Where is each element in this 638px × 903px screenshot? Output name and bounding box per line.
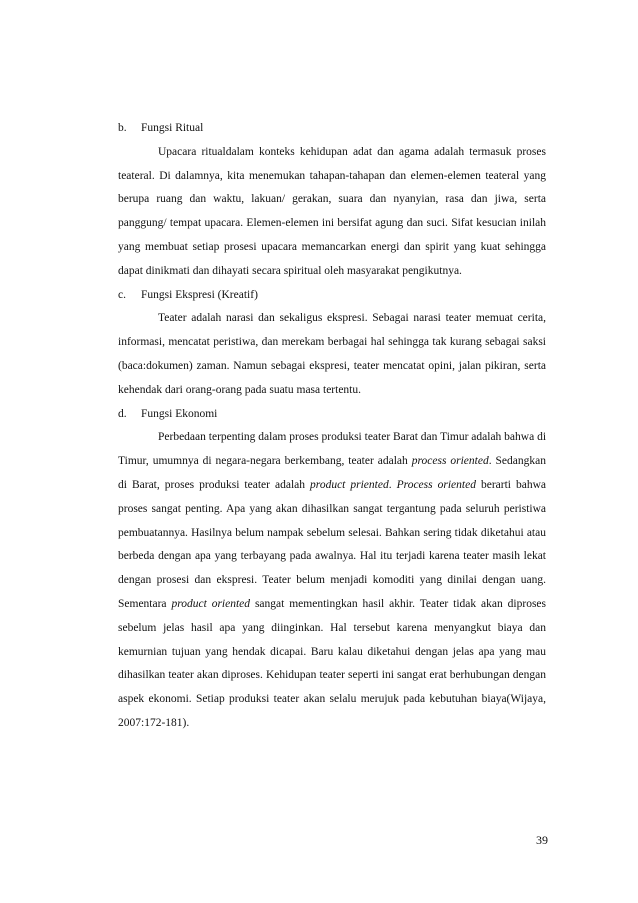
paragraph-text: .: [388, 478, 397, 491]
paragraph-text: . Sedangkan di Barat, proses produksi teater adalah: [118, 455, 546, 491]
section-letter: b.: [118, 122, 127, 134]
paragraph-text: Upacara ritualdalam konteks kehidupan adat dan agama adalah termasuk proses teateral. Di dalamnya, kita menemukan tahapan-tahapan dan elemen-elemen teateral yang berupa ruang dan waktu, lakuan/ gerakan, suara dan nyanyian, rasa dan jiwa, serta panggung/ tempat upacara. Elemen-elemen ini bersifat agung dan suci. Sifat kesucian inilah yang membuat setiap prosesi upacara memancarkan energi dan spirit yang kuat sehingga dapat dinikmati dan dihayati secara spiritual oleh masyarakat pengikutnya.: [118, 145, 546, 277]
section-paragraph: [118, 307, 546, 402]
paragraph-text: Perbedaan terpenting dalam proses produksi teater Barat dan Timur adalah bahwa di Timur, umumnya di negara-negara berkembang, teater adalah: [118, 431, 547, 468]
italic-text: product priented: [310, 478, 389, 491]
paragraph-text: berarti bahwa proses sangat penting. Apa yang akan dihasilkan sangat tergantung pada seluruh peristiwa pembuatannya. Hasilnya belum nampak sebelum selesai. Bahkan sering tidak diketahui atau berbeda dengan apa yang terbayang pada awalnya. Hal itu terjadi karena teater masih lekat dengan prosesi dan ekspresi. Teater belum menjadi komoditi yang dinilai dengan uang. Sementara: [118, 478, 547, 610]
italic-text: process oriented: [411, 455, 489, 468]
page-number: 39: [536, 833, 548, 847]
section-letter: c.: [118, 288, 126, 301]
section-fungsi-ekspresi: [118, 284, 546, 403]
section-title: Fungsi Ekspresi (Kreatif): [141, 288, 258, 301]
section-letter: d.: [118, 407, 127, 420]
section-heading: [118, 284, 546, 308]
paragraph-text: sangat mementingkan hasil akhir. Teater tidak akan diproses sebelum jelas hasil apa yang diinginkan. Hal tersebut karena menyangkut biaya dan kemurnian tujuan yang hendak dicapai. Baru kalau diketahui dengan jelas apa yang mau dihasilkan teater akan diproses. Kehidupan teater seperti ini sangat erat berhubungan dengan aspek ekonomi. Setiap produksi teater akan selalu merujuk pada kebutuhan biaya(Wijaya, 2007:172-181).: [118, 597, 547, 729]
section-paragraph: [118, 141, 546, 284]
italic-text: Process oriented: [396, 478, 476, 491]
section-heading: [118, 403, 546, 427]
section-heading: [118, 117, 546, 141]
italic-text: product oriented: [171, 597, 251, 610]
section-fungsi-ekonomi: [118, 403, 546, 736]
paragraph-text: Teater adalah narasi dan sekaligus ekspresi. Sebagai narasi teater memuat cerita, informasi, mencatat peristiwa, dan merekam berbagai hal sehingga tak kurang sebagai saksi (baca:dokumen) zaman. Namun sebagai ekspresi, teater mencatat opini, jalan pikiran, serta kehendak dari orang-orang pada suatu masa tertentu.: [118, 312, 546, 396]
section-paragraph: [118, 426, 546, 735]
section-title: Fungsi Ekonomi: [141, 407, 218, 420]
page-content: [118, 117, 546, 736]
section-fungsi-ritual: [118, 117, 546, 284]
section-title: Fungsi Ritual: [141, 122, 204, 134]
